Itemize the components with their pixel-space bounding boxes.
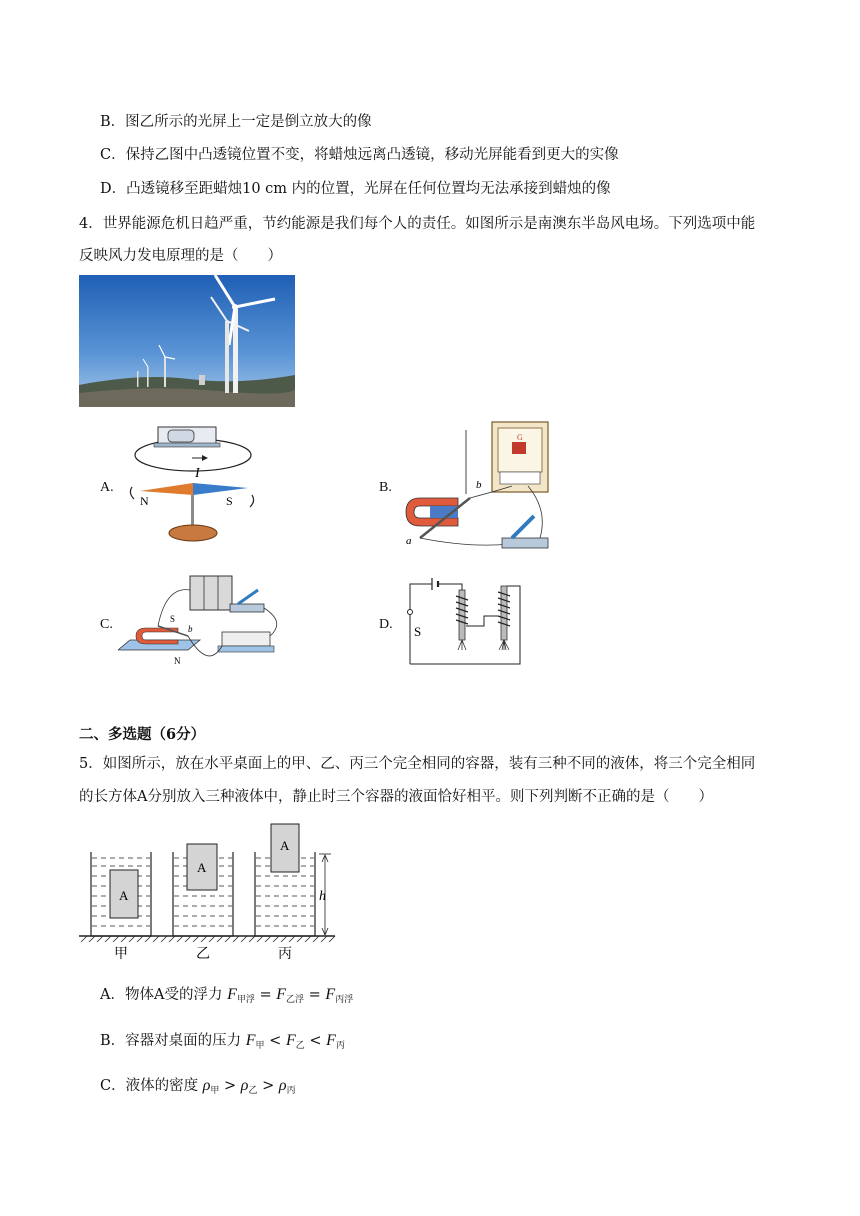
q4-option-a-label: A.: [100, 480, 114, 495]
q4-figure-b: [400, 420, 552, 555]
section-title: 二、多选题（6分）: [79, 726, 206, 743]
q5-stem-line1: 5．如图所示，放在水平桌面上的甲、乙、丙三个完全相同的容器，装有三种不同的液体，将三个完全相同: [79, 756, 756, 772]
q5-option-b: B．容器对桌面的压力 $F_甲 < F_乙 < F_丙$: [100, 1032, 345, 1051]
point-b-label-c: b: [188, 624, 193, 634]
q4-stem-line2: 反映风力发电原理的是（ ）: [79, 248, 282, 264]
magnet-n-label: N: [174, 656, 181, 666]
container-jia: [91, 852, 151, 936]
south-pole-label: S: [226, 494, 233, 508]
north-pole-label: N: [140, 494, 149, 508]
block-a-bing: A: [280, 838, 290, 853]
q3-option-b: B．图乙所示的光屏上一定是倒立放大的像: [100, 114, 372, 130]
current-label: I: [195, 466, 200, 481]
q3-option-d: D．凸透镜移至距蜡烛10 cm 内的位置，光屏在任何位置均无法承接到蜡烛的像: [100, 181, 611, 197]
height-label: h: [319, 889, 326, 904]
q4-figure-a: [118, 425, 268, 550]
q5-stem-line2: 的长方体A分别放入三种液体中，静止时三个容器的液面恰好相平。则下列判断不正确的是（ ）: [79, 789, 713, 805]
q4-stem-line1: 4．世界能源危机日趋严重，节约能源是我们每个人的责任。如图所示是南澳东半岛风电场。下列选项中能: [79, 216, 756, 232]
switch-s-label: S: [414, 624, 422, 639]
q5-option-c: C．液体的密度 $\rho_甲 > \rho_乙 > \rho_丙$: [100, 1077, 296, 1096]
container-label-yi: 乙: [196, 947, 210, 962]
q3-option-c: C．保持乙图中凸透镜位置不变，将蜡烛远离凸透镜，移动光屏能看到更大的实像: [100, 147, 619, 163]
q4-option-d-label: D.: [379, 617, 393, 632]
container-label-bing: 丙: [278, 947, 292, 962]
q4-figure-c: [118, 570, 288, 674]
block-a-jia: A: [119, 888, 129, 903]
galvanometer-label: G: [517, 433, 523, 442]
container-label-jia: 甲: [114, 947, 128, 962]
magnet-s-label: S: [170, 614, 176, 624]
q5-containers-figure: [79, 822, 341, 964]
q5-option-a: A．物体A受的浮力 $F_{甲浮} = F_{乙浮} = F_{丙浮}$: [100, 986, 354, 1005]
point-a-label: a: [406, 535, 412, 547]
block-a-yi: A: [197, 860, 207, 875]
container-bing: [255, 824, 315, 936]
point-b-label: b: [476, 479, 482, 491]
q4-figure-d: [404, 574, 528, 668]
q4-option-b-label: B.: [379, 480, 392, 495]
container-yi: [173, 844, 233, 936]
wind-farm-photo: [79, 275, 295, 407]
q4-option-c-label: C.: [100, 617, 113, 632]
